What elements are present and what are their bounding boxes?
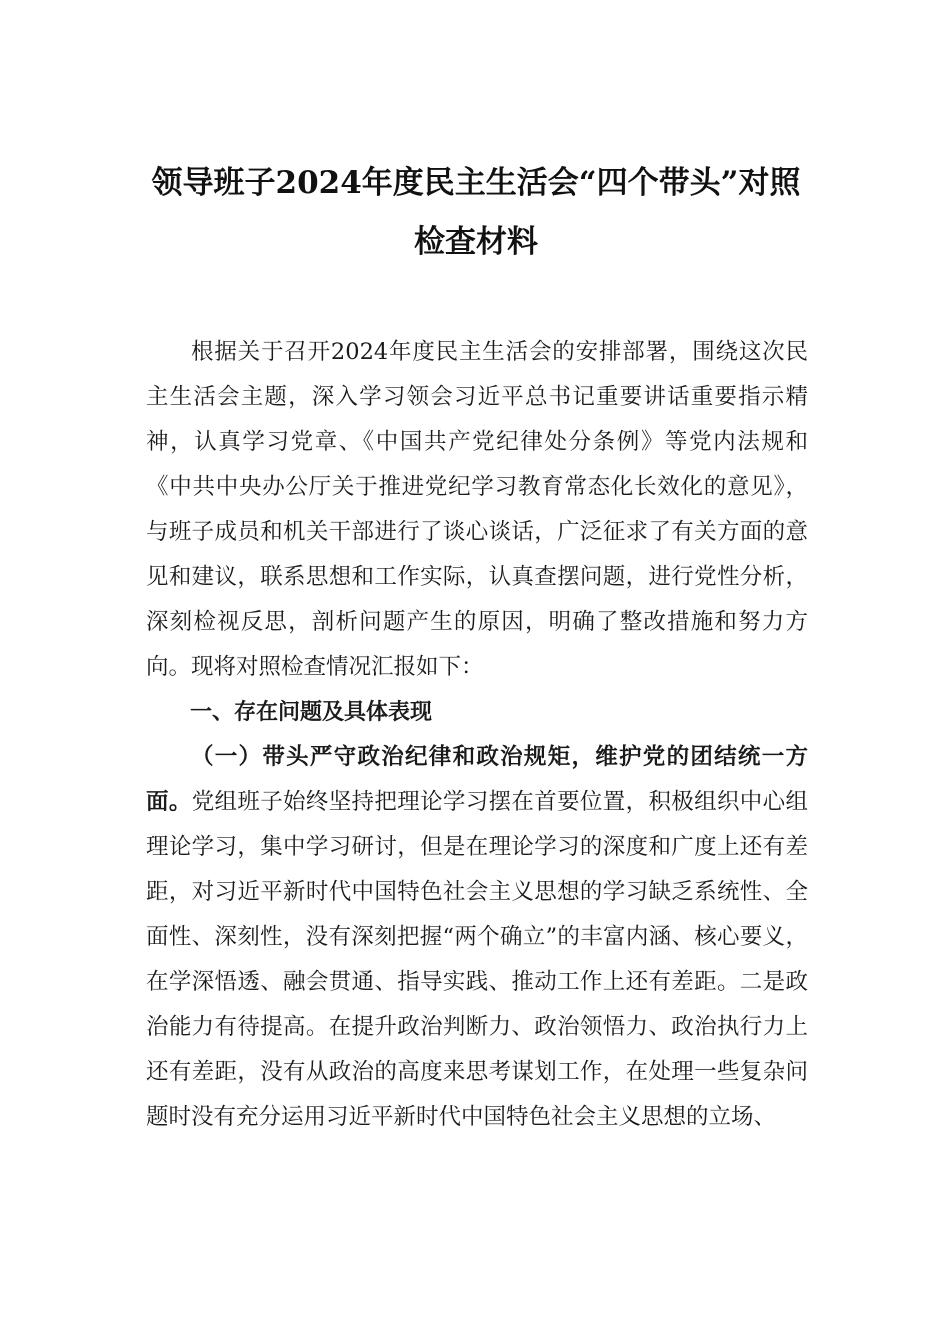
subsection-body: 党组班子始终坚持把理论学习摆在首要位置，积极组织中心组理论学习，集中学习研讨，但是在理论学习的深度和广度上还有差距，对习近平新时代中国特色社会主义思想的学习缺乏系统性、全面性、深刻性，没有深刻把握“两个确立”的丰富内涵、核心要义，在学深悟透、融会贯通、指导实践、推动工作上还有差距。二是政治能力有待提高。在提升政治判断力、政治领悟力、政治执行力上还有差距，没有从政治的高度来思考谋划工作，在处理一些复杂问题时没有充分运用习近平新时代中国特色社会主义思想的立场、 [146, 789, 808, 1130]
document-title: 领导班子2024年度民主生活会“四个带头”对照检查材料 [151, 165, 801, 260]
section-heading: 一、存在问题及具体表现 [190, 700, 433, 725]
subsection-paragraph [146, 735, 808, 1140]
intro-paragraph: 根据关于召开2024年度民主生活会的安排部署，围绕这次民主生活会主题，深入学习领会习近平总书记重要讲话重要指示精神，认真学习党章、《中国共产党纪律处分条例》等党内法规和《中共中央办公厅关于推进党纪学习教育常态化长效化的意见》，与班子成员和机关干部进行了谈心谈话，广泛征求了有关方面的意见和建议，联系思想和工作实际，认真查摆问题，进行党性分析，深刻检视反思，剖析问题产生的原因，明确了整改措施和努力方向。现将对照检查情况汇报如下： [146, 339, 808, 680]
subsection-heading: （一）带头严守政治纪律和政治规矩，维护党的团结统一方面。 [146, 744, 808, 815]
document-body [146, 330, 808, 1140]
